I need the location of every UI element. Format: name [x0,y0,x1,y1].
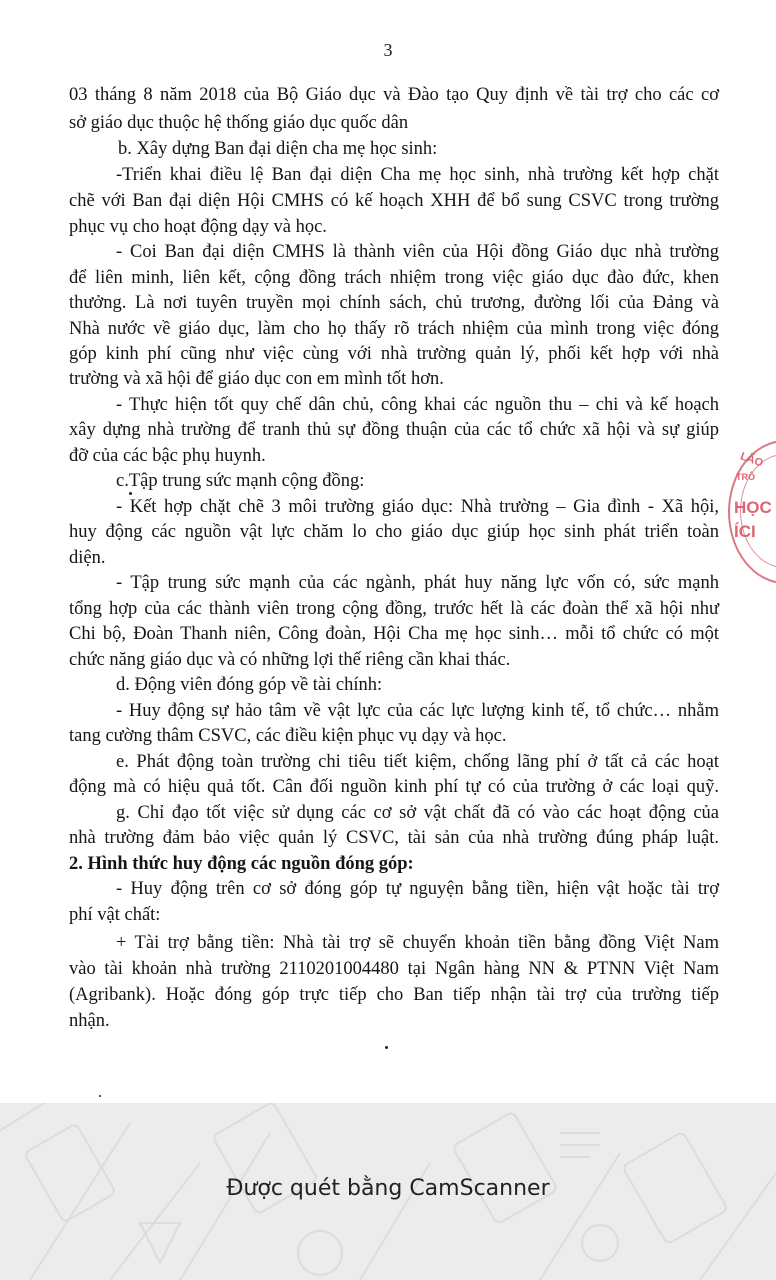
text-line: diện. [69,548,106,568]
text-line: g. Chỉ đạo tốt việc sử dụng các cơ sở vật chất đã có vào các hoạt động của [116,803,719,823]
text-line: - Tập trung sức mạnh của các ngành, phát huy năng lực vốn có, sức mạnh [116,573,719,593]
red-stamp-seal [728,440,776,584]
text-line: phục vụ cho hoạt động dạy và học. [69,217,327,237]
text-line: phí vật chất: [69,905,161,925]
text-line: 2. Hình thức huy động các nguồn đóng góp: [69,854,414,874]
scan-speck [385,1046,388,1049]
text-line: e. Phát động toàn trường chi tiêu tiết kiệm, chống lãng phí ở tất cả các hoạt [116,752,719,772]
text-line: nhà trường đảm bảo việc quản lý CSVC, tài sản của nhà trường đúng pháp luật. [69,828,719,848]
text-line: - Thực hiện tốt quy chế dân chủ, công khai các nguồn thu – chi và kế hoạch [116,395,719,415]
page-number: 3 [383,40,393,60]
text-line: 03 tháng 8 năm 2018 của Bộ Giáo dục và Đào tạo Quy định về tài trợ cho các cơ [69,85,719,105]
text-line: đỡ của các bậc phụ huynh. [69,446,266,466]
text-line: + Tài trợ bằng tiền: Nhà tài trợ sẽ chuyển khoản tiền bằng đồng Việt Nam [116,933,719,953]
text-line: - Huy động sự hảo tâm về vật lực của các lực lượng kinh tế, tổ chức… nhằm [116,701,719,721]
text-line: b. Xây dựng Ban đại diện cha mẹ học sinh: [118,139,438,159]
text-line: nhận. [69,1011,110,1031]
text-line: sở giáo dục thuộc hệ thống giáo dục quốc dân [69,113,409,133]
text-line: chức năng giáo dục và có những lợi thế riêng cần khai thác. [69,650,511,670]
text-line: Chi bộ, Đoàn Thanh niên, Công đoàn, Hội Cha mẹ học sinh… mỗi tổ chức có một [69,624,719,644]
scan-speck [129,492,132,495]
text-line: chẽ với Ban đại diện Hội CMHS có kế hoạch XHH để bổ sung CSVC trong trường [69,191,719,211]
text-line: xây dựng nhà trường để tranh thủ sự đồng thuận của các tổ chức xã hội và sự giúp [69,420,719,440]
text-line: (Agribank). Hoặc đóng góp trực tiếp cho Ban tiếp nhận tài trợ của trường tiếp [69,985,719,1005]
stamp-text-side: TRÔ [736,472,755,482]
text-line: để liên minh, liên kết, cộng đồng trách nhiệm trong việc giáo dục đào đức, khen [69,268,719,288]
text-line: động mà có hiệu quả tốt. Cân đối nguồn kinh phí tự có của trường ở các loại quỹ. [69,777,719,797]
text-line: huy động các nguồn vật lực chăm lo cho giáo dục giúp học sinh phát triển toàn [69,522,719,542]
text-line: - Huy động trên cơ sở đóng góp tự nguyện bằng tiền, hiện vật hoặc tài trợ [116,879,719,899]
text-line: Nhà nước về giáo dục, làm cho họ thấy rõ trách nhiệm của mình trong việc đóng [69,319,719,339]
text-line: vào tài khoản nhà trường 2110201004480 tại Ngân hàng NN & PTNN Việt Nam [69,959,719,979]
text-line: tang cường thâm CSVC, các điều kiện phục vụ dạy và học. [69,726,507,746]
stamp-text-mid1: HỌC [734,498,772,517]
stamp-text-mid2: ÍCI [734,522,756,541]
text-line: tổng hợp của các thành viên trong cộng đồng, trước hết là các đoàn thể xã hội như [69,599,719,619]
stamp-text-top: LÃO [738,450,765,470]
text-line: -Triển khai điều lệ Ban đại diện Cha mẹ học sinh, nhà trường kết hợp chặt [116,165,719,185]
text-line: c.Tập trung sức mạnh cộng đồng: [116,471,365,491]
camscanner-footer [0,1103,776,1280]
text-line: - Kết hợp chặt chẽ 3 môi trường giáo dục: Nhà trường – Gia đình - Xã hội, [116,497,719,517]
camscanner-label: Được quét bằng CamScanner [226,1176,550,1201]
text-line: thưởng. Là nơi tuyên truyền mọi chính sách, chủ trương, đường lối của Đảng và [69,293,719,313]
text-line: góp kinh phí cũng như việc cùng với nhà trường quản lý, phối kết hợp với nhà [69,344,719,364]
text-line: trường và xã hội để giáo dục con em mình tốt hơn. [69,369,444,389]
text-line: - Coi Ban đại diện CMHS là thành viên của Hội đồng Giáo dục nhà trường [116,242,719,262]
text-line: d. Động viên đóng góp về tài chính: [116,675,383,695]
scan-speck [99,1095,101,1097]
